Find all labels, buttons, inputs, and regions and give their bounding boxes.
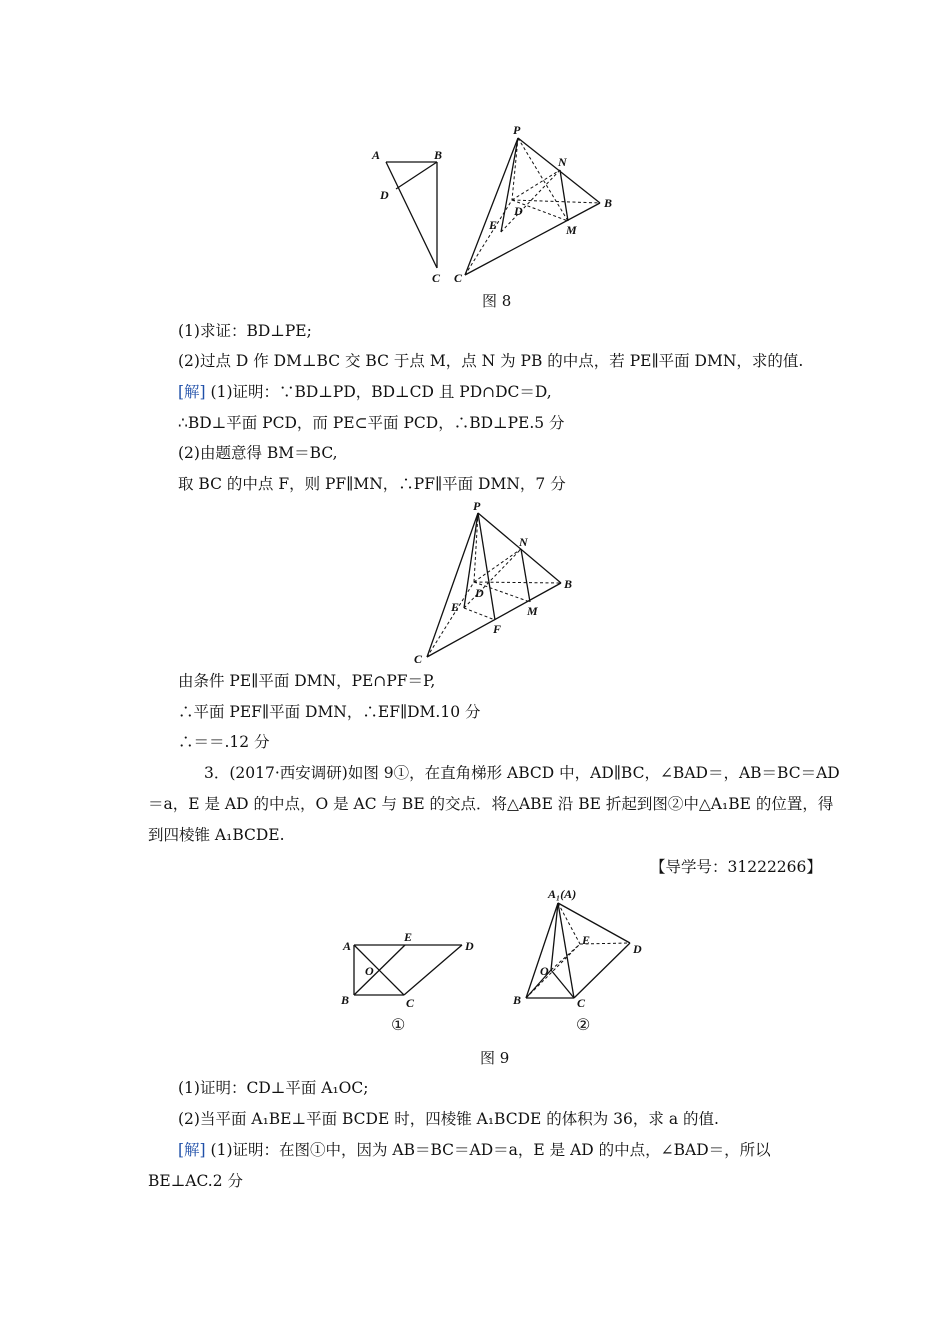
label-C: C	[577, 996, 586, 1010]
label-C: C	[414, 652, 423, 666]
solution-line-5: 由条件 PE∥平面 DMN，PE∩PF＝P,	[178, 672, 436, 690]
solution-2-line-1	[178, 1140, 771, 1160]
label-A: A	[343, 939, 352, 953]
label-P: P	[513, 123, 521, 137]
figure-8-caption: 图 8	[482, 292, 512, 310]
solution-text: (1)证明：∵BD⊥PD，BD⊥CD 且 PD∩DC＝D,	[205, 383, 552, 401]
solution-line-3: (2)由题意得 BM＝BC,	[178, 444, 338, 462]
solution-diagram	[414, 499, 572, 666]
label-A: A	[372, 148, 381, 162]
label-D: D	[380, 188, 389, 202]
label-B: B	[513, 993, 522, 1007]
label-N: N	[519, 535, 528, 549]
solution-2-tag: [解]	[178, 1141, 206, 1159]
label-D: D	[633, 942, 642, 956]
label-M: M	[527, 604, 538, 618]
label-F: F	[493, 622, 502, 636]
solution-line-4: 取 BC 的中点 F，则 PF∥MN，∴PF∥平面 DMN，7 分	[178, 475, 566, 493]
question-3-1: (1)证明：CD⊥平面 A₁OC;	[178, 1079, 369, 1097]
guide-number: 【导学号：31222266】	[650, 858, 822, 876]
fig9-right-pyramid	[512, 887, 642, 1010]
label-E: E	[489, 218, 498, 232]
label-C: C	[406, 996, 415, 1010]
label-E: E	[451, 600, 460, 614]
label-C: C	[454, 271, 463, 285]
label-E: E	[582, 933, 591, 947]
label-B: B	[564, 577, 573, 591]
label-B: B	[341, 993, 350, 1007]
fig8-right-diagram	[454, 123, 612, 285]
question-1: (1)求证：BD⊥PE;	[178, 322, 312, 340]
label-B: B	[604, 196, 613, 210]
label-C: C	[432, 271, 441, 285]
solution-tag: [解]	[178, 383, 206, 401]
label-D: D	[475, 586, 484, 600]
fig8-left-diagram	[371, 148, 442, 285]
figure-9-sub-1: ①	[391, 1015, 406, 1034]
label-E: E	[404, 930, 413, 944]
label-O: O	[365, 964, 374, 978]
solution-line-1	[178, 382, 552, 402]
solution-line-2: ∴BD⊥平面 PCD，而 PE⊂平面 PCD，∴BD⊥PE.5 分	[178, 414, 565, 432]
label-N: N	[558, 155, 567, 169]
solution-2-text: (1)证明：在图①中，因为 AB＝BC＝AD＝a，E 是 AD 的中点，∠BAD＝，所以	[205, 1141, 771, 1159]
label-D: D	[465, 939, 474, 953]
solution-2-line-2: BE⊥AC.2 分	[148, 1172, 243, 1190]
label-O: O	[540, 964, 549, 978]
question-2: (2)过点 D 作 DM⊥BC 交 BC 于点 M，点 N 为 PB 的中点，若 PE∥平面 DMN，求的值.	[178, 352, 804, 370]
figure-9-sub-2: ②	[576, 1015, 591, 1034]
question-3-2: (2)当平面 A₁BE⊥平面 BCDE 时，四棱锥 A₁BCDE 的体积为 36，求 a 的值.	[178, 1110, 719, 1128]
fig9-left-trapezoid	[340, 930, 474, 1010]
problem-3-line-1: 3．(2017·西安调研)如图 9①，在直角梯形 ABCD 中，AD∥BC，∠BAD＝，AB＝BC＝AD	[204, 764, 840, 782]
label-P: P	[473, 499, 481, 513]
figure-9-caption: 图 9	[480, 1049, 510, 1067]
label-D: D	[514, 204, 523, 218]
problem-3-line-3: 到四棱锥 A₁BCDE.	[148, 826, 285, 844]
solution-line-7: ∴＝＝.12 分	[178, 733, 270, 751]
label-B: B	[434, 148, 443, 162]
label-A1: A₁(A)	[548, 887, 577, 901]
label-M: M	[566, 223, 577, 237]
problem-3-line-2: ＝a，E 是 AD 的中点，O 是 AC 与 BE 的交点．将△ABE 沿 BE 折起到图②中△A₁BE 的位置，得	[148, 795, 834, 813]
solution-line-6: ∴平面 PEF∥平面 DMN，∴EF∥DM.10 分	[178, 703, 481, 721]
